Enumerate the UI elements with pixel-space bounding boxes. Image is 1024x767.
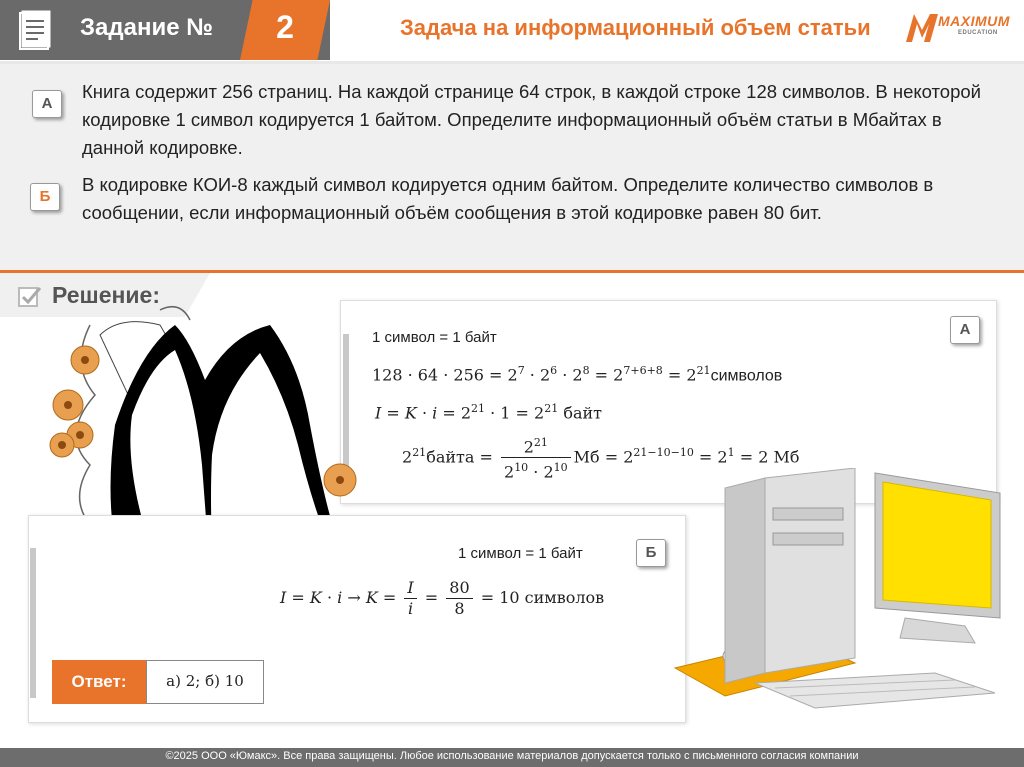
solution-a-line-1: 1 символ = 1 байт (372, 329, 497, 346)
solution-a-formula-2-unit: байт (563, 403, 602, 423)
solution-heading: Решение: (52, 282, 161, 308)
solution-b-formula: I = K · i → K = $\frac{I}{i}$ = $\frac{80}{8}$ = 10 символов (280, 578, 605, 618)
solution-b-line-1: 1 символ = 1 байт (458, 545, 583, 562)
task-label: Задание № (80, 14, 213, 41)
solution-a-formula-2: $I = K \cdot i = 2^{21} \cdot 1 = 2^{21}$ байт (375, 402, 602, 423)
solution-a-badge: А (950, 316, 980, 344)
solution-a-formula-3-unit-3: Мб (773, 447, 800, 467)
solution-b-formula-unit: символов (524, 588, 605, 607)
task-a-text: Книга содержит 256 страниц. На каждой странице 64 строк, в каждой строке 128 символов. В некоторой кодировке 1 символ кодируется 1 байтом. Определите информационный объём статьи в Мбайтах в данной кодировке. (82, 81, 982, 158)
solution-a-formula-3: $2^{21}байта$ = $\frac{2^{21}}{2^{10} \cdot 2^{10}}$ Мб = $2^{21-10-10} = 2^1 = 2$ Мб (402, 433, 799, 483)
solution-b-accent-bar (30, 548, 36, 698)
fraction: $\frac{80}{8}$ (446, 578, 472, 619)
computer-illustration (665, 468, 1024, 713)
page-title: Задача на информационный объем статьи (400, 15, 871, 40)
task-a-badge: А (32, 90, 62, 118)
solution-a-formula-3-unit-1: байта (426, 447, 475, 467)
checkbox-check-icon (18, 285, 42, 309)
fraction: $\frac{I}{i}$ (404, 578, 416, 619)
task-b-text: В кодировке КОИ-8 каждый символ кодируется одним байтом. Определите количество символов в сообщении, если информационный объём сообщения в этой кодировке равен 80 бит. (82, 174, 934, 223)
logo-subtext: EDUCATION (958, 30, 998, 36)
answer-value: а) 2; б) 10 (166, 672, 244, 690)
solution-a-formula-1-unit: символов (710, 367, 783, 385)
copyright-text: ©2025 ООО «Юмакс». Все права защищены. Любое использование материалов допускается только с письменного согласия компании (165, 750, 859, 762)
fraction: $\frac{2^{21}}{2^{10} \cdot 2^{10}}$ (501, 433, 571, 483)
solution-a-formula-3-unit-2: Мб (573, 447, 600, 467)
solution-b-badge: Б (636, 539, 666, 567)
logo-text: MAXIMUM (938, 13, 1010, 29)
task-b-badge: Б (30, 183, 60, 211)
task-number: 2 (276, 9, 294, 45)
document-icon (18, 9, 56, 51)
solution-a-formula-1: $128 \cdot 64 \cdot 256 = 2^7 \cdot 2^6 \cdot 2^8 = 2^{7+6+8}$ = $2^{21}символов$ (372, 364, 783, 385)
task-panel-border (0, 270, 1024, 273)
answer-label: Ответ: (71, 672, 127, 691)
